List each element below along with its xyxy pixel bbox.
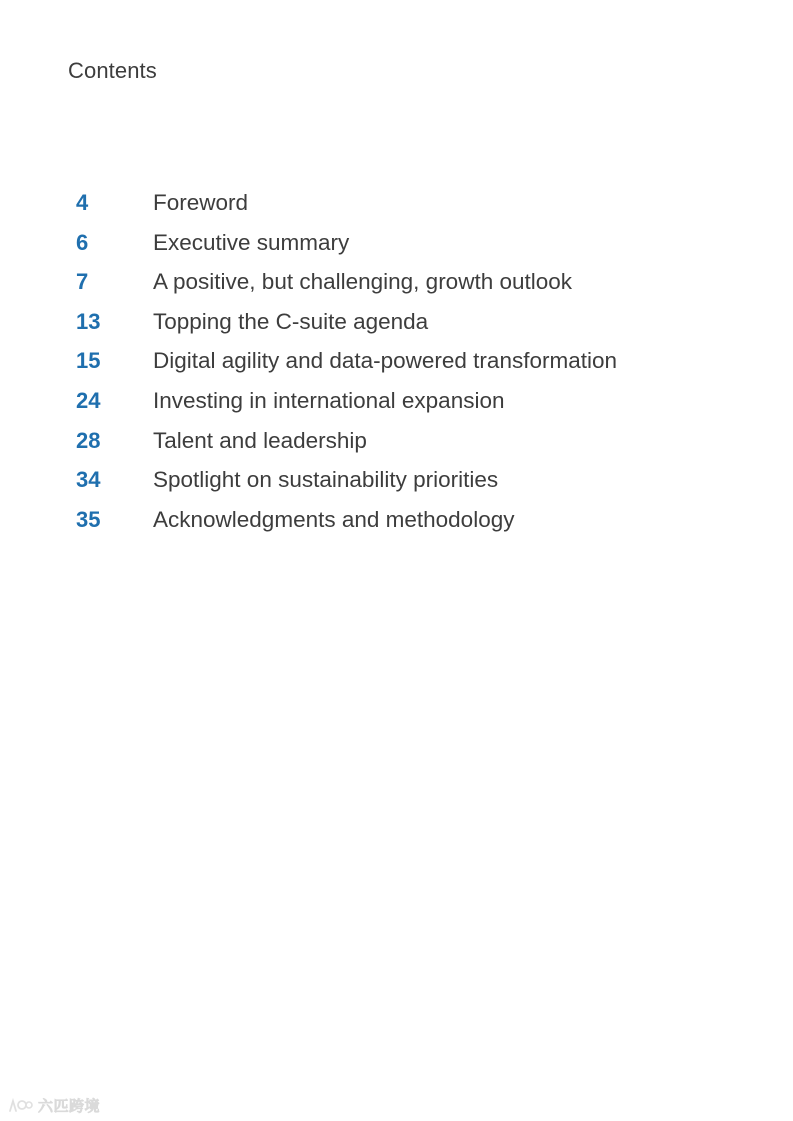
toc-page-number: 6 (76, 229, 89, 255)
toc-entry-title: Acknowledgments and methodology (153, 506, 515, 532)
toc-entry-international-expansion[interactable] (76, 388, 756, 428)
watermark-text: 六匹跨境 (38, 1098, 101, 1115)
toc-entry-acknowledgments[interactable] (76, 507, 756, 547)
toc-entry-title: Digital agility and data-powered transformation (153, 348, 617, 374)
toc-page-number: 4 (76, 190, 89, 215)
toc-entry-sustainability[interactable] (76, 467, 756, 507)
watermark (8, 1095, 100, 1116)
toc-entry-title: Talent and leadership (153, 427, 367, 453)
toc-page-number: 35 (76, 506, 101, 532)
table-of-contents (76, 190, 756, 546)
toc-entry-title: Spotlight on sustainability priorities (153, 467, 499, 493)
toc-entry-talent-leadership[interactable] (76, 428, 756, 468)
toc-page-number: 34 (76, 467, 101, 493)
toc-entry-digital-agility[interactable] (76, 348, 756, 388)
toc-entry-title: Executive summary (153, 229, 350, 255)
toc-entry-foreword[interactable] (76, 190, 756, 230)
toc-page-number: 28 (76, 427, 101, 453)
page-title: Contents (68, 58, 157, 83)
toc-entry-c-suite-agenda[interactable] (76, 309, 756, 349)
toc-entry-title: Foreword (153, 190, 249, 215)
toc-entry-executive-summary[interactable] (76, 230, 756, 270)
toc-page-number: 15 (76, 348, 101, 374)
toc-page-number: 24 (76, 387, 101, 413)
watermark-logo-icon (8, 1098, 34, 1114)
toc-entry-growth-outlook[interactable] (76, 269, 756, 309)
toc-entry-title: Topping the C-suite agenda (153, 308, 429, 334)
toc-entry-title: Investing in international expansion (153, 387, 505, 413)
toc-entry-title: A positive, but challenging, growth outlook (153, 269, 573, 295)
toc-page-number: 13 (76, 308, 101, 334)
toc-page-number: 7 (76, 269, 89, 295)
